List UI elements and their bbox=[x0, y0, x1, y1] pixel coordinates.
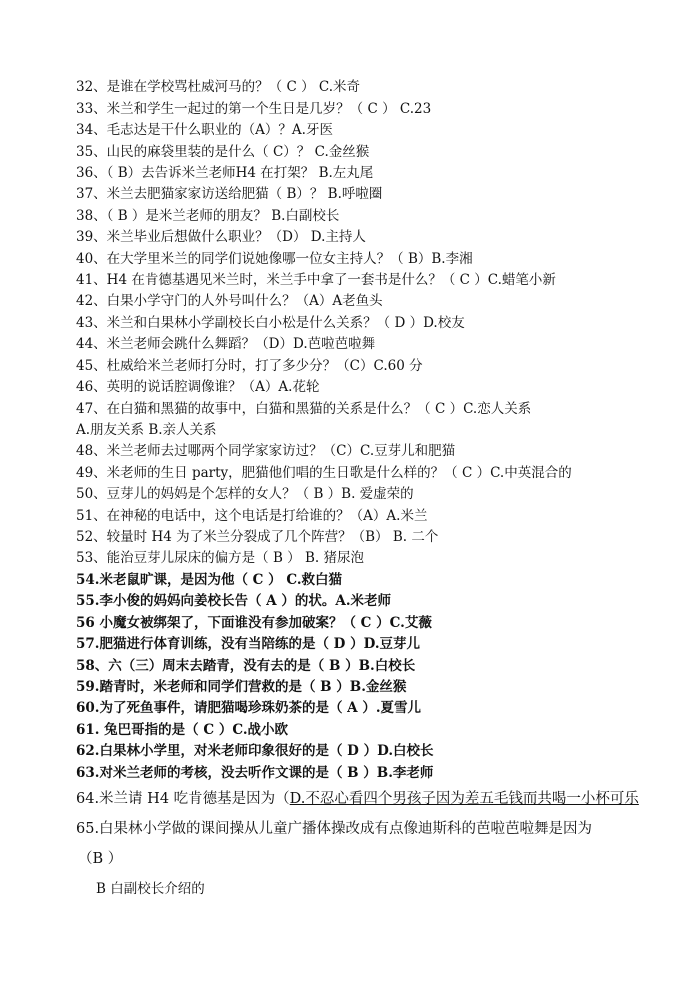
question-48: 48、米兰老师去过哪两个同学家家访过？（C）C.豆芽儿和肥猫 bbox=[76, 443, 456, 459]
question-32: 32、是谁在学校骂杜威河马的？（ C ） C.米奇 bbox=[76, 79, 361, 95]
question-45: 45、杜威给米兰老师打分时，打了多少分？（C）C.60 分 bbox=[76, 358, 423, 374]
question-61: 61. 兔巴哥指的是（ C ）C.战小欧 bbox=[76, 722, 289, 738]
question-65: 65.白果林小学做的课间操从儿童广播体操改成有点像迪斯科的芭啦芭啦舞是因为 bbox=[76, 821, 593, 837]
question-47-options: A.朋友关系 B.亲人关系 bbox=[76, 422, 217, 438]
question-33: 33、米兰和学生一起过的第一个生日是几岁？（ C ） C.23 bbox=[76, 101, 432, 117]
question-50: 50、豆芽儿的妈妈是个怎样的女人？（ B ）B. 爱虚荣的 bbox=[76, 486, 414, 502]
question-46: 46、英明的说话腔调像谁？（A）A.花轮 bbox=[76, 379, 320, 395]
question-62: 62.白果林小学里，对米老师印象很好的是（ D ）D.白校长 bbox=[76, 743, 434, 759]
question-37: 37、米兰去肥猫家家访送给肥猫（ B）？ B.呼啦圈 bbox=[76, 186, 383, 202]
question-49: 49、米老师的生日 party，肥猫他们唱的生日歌是什么样的？（ C ）C.中英混合的 bbox=[76, 465, 572, 481]
question-41: 41、H4 在肯德基遇见米兰时，米兰手中拿了一套书是什么？（ C ）C.蜡笔小新 bbox=[76, 272, 556, 288]
question-63: 63.对米兰老师的考核，没去听作文课的是（ B ）B.李老师 bbox=[76, 765, 434, 781]
question-65-answer: B 白副校长介绍的 bbox=[96, 881, 205, 897]
question-58: 58、六（三）周末去踏青，没有去的是（ B ）B.白校长 bbox=[76, 658, 416, 674]
question-55: 55.李小俊的妈妈向姜校长告（ A ）的状。A.米老师 bbox=[76, 593, 392, 609]
question-38: 38、（ B ）是米兰老师的朋友？ B.白副校长 bbox=[76, 208, 340, 224]
question-44: 44、米兰老师会跳什么舞蹈？（D）D.芭啦芭啦舞 bbox=[76, 336, 376, 352]
question-43: 43、米兰和白果林小学副校长白小松是什么关系？（ D ）D.校友 bbox=[76, 315, 465, 331]
question-56: 56 小魔女被绑架了，下面谁没有参加破案？（ C ）C.艾薇 bbox=[76, 615, 432, 631]
question-64 bbox=[76, 790, 639, 808]
question-51: 51、在神秘的电话中，这个电话是打给谁的？（A）A.米兰 bbox=[76, 508, 428, 524]
question-64-answer: D.不忍心看四个男孩子因为差五毛钱而共喝一小杯可乐 bbox=[289, 791, 639, 807]
question-39: 39、米兰毕业后想做什么职业？（D） D.主持人 bbox=[76, 229, 366, 245]
question-34: 34、毛志达是干什么职业的（A）？A.牙医 bbox=[76, 122, 333, 138]
question-40: 40、在大学里米兰的同学们说她像哪一位女主持人？（ B）B.李湘 bbox=[76, 251, 473, 267]
question-60: 60.为了死鱼事件，请肥猫喝珍珠奶茶的是（ A ）.夏雪儿 bbox=[76, 700, 422, 716]
question-47: 47、在白猫和黑猫的故事中，白猫和黑猫的关系是什么？（ C ）C.恋人关系 bbox=[76, 401, 532, 417]
question-65-choice: （B ） bbox=[78, 851, 123, 867]
question-35: 35、山民的麻袋里装的是什么（ C）？ C.金丝猴 bbox=[76, 144, 370, 160]
question-54: 54.米老鼠旷课，是因为他（ C ） C.救白猫 bbox=[76, 572, 343, 588]
question-52: 52、较量时 H4 为了米兰分裂成了几个阵营？（B） B. 二个 bbox=[76, 529, 439, 545]
question-57: 57.肥猫进行体育训练，没有当陪练的是（ D ）D.豆芽儿 bbox=[76, 636, 421, 652]
question-59: 59.踏青时，米老师和同学们营救的是（ B ）B.金丝猴 bbox=[76, 679, 407, 695]
question-42: 42、白果小学守门的人外号叫什么？（A）A老鱼头 bbox=[76, 293, 383, 309]
question-53: 53、能治豆芽儿尿床的偏方是（ B ） B. 猪尿泡 bbox=[76, 550, 364, 566]
question-36: 36、（ B）去告诉米兰老师H4 在打架？ B.左丸尾 bbox=[76, 165, 374, 181]
question-64-text: 64.米兰请 H4 吃肯德基是因为（ bbox=[76, 791, 290, 807]
